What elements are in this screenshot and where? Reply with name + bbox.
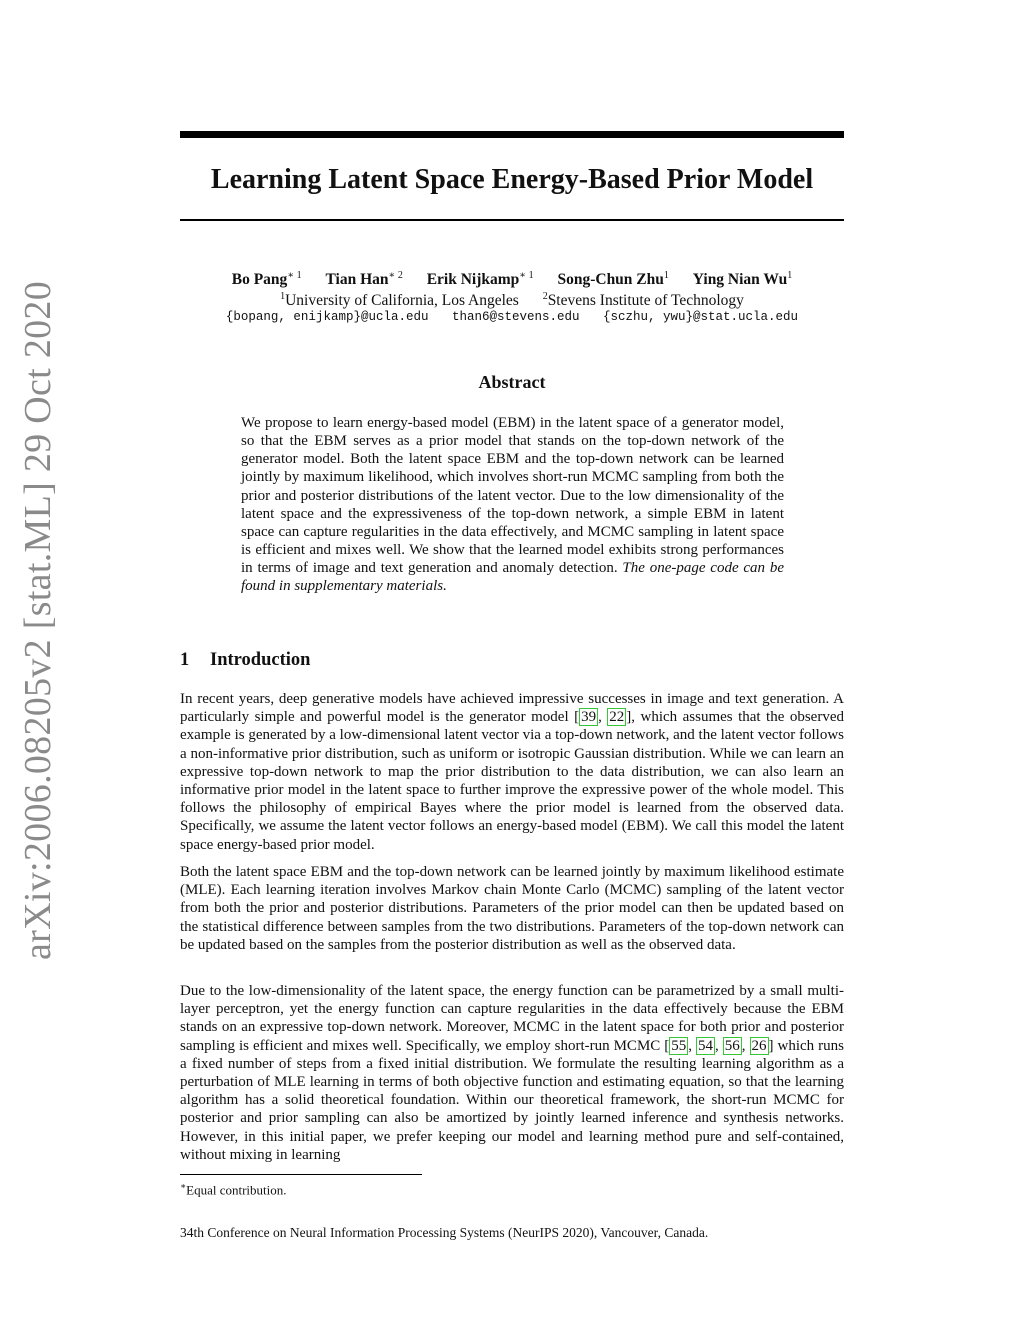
paper-title: Learning Latent Space Energy-Based Prior Model xyxy=(210,164,814,195)
intro-paragraph-3: Due to the low-dimensionality of the latent space, the energy function can be parametrized by a small multi-layer perceptron, yet the energy function can capture regularities in the data effectively because the EBM stands on an expressive top-down network. Moreover, MCMC in the latent space for both prior and posterior sampling is efficient and mixes well. Specifically, we employ short-run MCMC [ 55 , 54 , 56 , 26 ] which runs a fixed number of steps from a fixed initial distribution. We formulate the resulting learning algorithm as a perturbation of MLE learning in terms of both objective function and estimating equation, so that the learning algorithm has a solid theoretical foundation. Within our theoretical framework, the short-run MCMC for posterior and prior sampling can also be amortized by jointly learned inference and synthesis networks. However, in this initial paper, we prefer keeping our model and learning method pure and self-contained, without mixing in learning xyxy=(180,983,845,1163)
citation-link[interactable]: 26 xyxy=(751,1037,767,1054)
citation-link[interactable]: 56 xyxy=(724,1037,740,1054)
abstract-body: We propose to learn energy-based model (EBM) in the latent space of a generator model, so that the EBM serves as a prior model that stands on the top-down network of the generator model. Both the latent space EBM and the top-down network can be learned jointly by maximum likelihood, which involves short-run MCMC sampling from both the prior and posterior distributions of the latent vector. Due to the low dimensionality of the latent space and the expressiveness of the top-down network, a simple EBM in latent space can capture regularities in the data effectively, and MCMC sampling in latent space is efficient and mixes well. We show that the learned model exhibits strong performances in terms of image and text generation and anomaly detection. The one-page code can be found in supplementary materials. xyxy=(241,415,784,595)
author: Ying Nian Wu$^1$ xyxy=(692,270,793,289)
footnote: ∗Equal contribution. xyxy=(180,1181,287,1198)
affiliation: $^1$University of California, Los Angeles xyxy=(280,291,519,310)
email-list xyxy=(180,308,844,326)
citation-link[interactable]: 55 xyxy=(671,1037,687,1054)
affiliation: $^2$Stevens Institute of Technology xyxy=(542,291,744,310)
intro-paragraph-2: Both the latent space EBM and the top-down network can be learned jointly by maximum likelihood estimate (MLE). Each learning iteration involves Markov chain Monte Carlo (MCMC) sampling of the latent vector from both the prior and posterior distributions. Parameters of the prior model can then be updated based on the statistical difference between samples from the two distributions. Parameters of the top-down network can be updated based on the samples from the posterior distribution as well as the observed data. xyxy=(180,864,844,953)
email: {sczhu, ywu}@stat.ucla.edu xyxy=(603,310,799,324)
title-rule-top xyxy=(180,131,844,138)
citation-link[interactable]: 39 xyxy=(581,709,597,726)
intro-paragraph-1: In recent years, deep generative models have achieved impressive successes in image and text generation. A particularly simple and powerful model is the generator model [ 39 , 22 ], which assumes that the observed example is generated by a low-dimensional latent vector via a top-down network, and the latent vector follows a non-informative prior distribution, such as uniform or isotropic Gaussian distribution. While we can learn an expressive top-down network to map the prior distribution to the data distribution, we can also learn an informative prior model in the latent space to further improve the expressive power of the whole model. This follows the philosophy of empirical Bayes where the prior model is learned from the observed data. Specifically, we assume the latent vector follows an energy-based model (EBM). We call this model the latent space energy-based prior model. xyxy=(180,691,844,853)
author: Erik Nijkamp$^{∗ 1}$ xyxy=(426,270,534,289)
author: Song-Chun Zhu$^1$ xyxy=(557,270,669,289)
author: Tian Han$^{∗ 2}$ xyxy=(325,270,403,289)
email: {bopang, enijkamp}@ucla.edu xyxy=(225,310,429,324)
abstract-heading: Abstract xyxy=(478,372,546,392)
email: than6@stevens.edu xyxy=(451,310,580,324)
abstract-code-note: The one-page code can be found in supplementary materials. xyxy=(241,560,784,595)
citation-link[interactable]: 54 xyxy=(698,1037,714,1054)
section-heading-introduction: 1 Introduction xyxy=(180,650,311,670)
citation-link[interactable]: 22 xyxy=(609,709,625,726)
footnote-rule xyxy=(180,1174,422,1175)
arxiv-identifier: arXiv:2006.08205v2 [stat.ML] 29 Oct 2020 xyxy=(17,280,59,960)
title-rule-bottom xyxy=(180,219,844,221)
author: Bo Pang$^{∗ 1}$ xyxy=(231,270,302,289)
conference-note: 34th Conference on Neural Information Processing Systems (NeurIPS 2020), Vancouver, Canada. xyxy=(180,1225,709,1240)
